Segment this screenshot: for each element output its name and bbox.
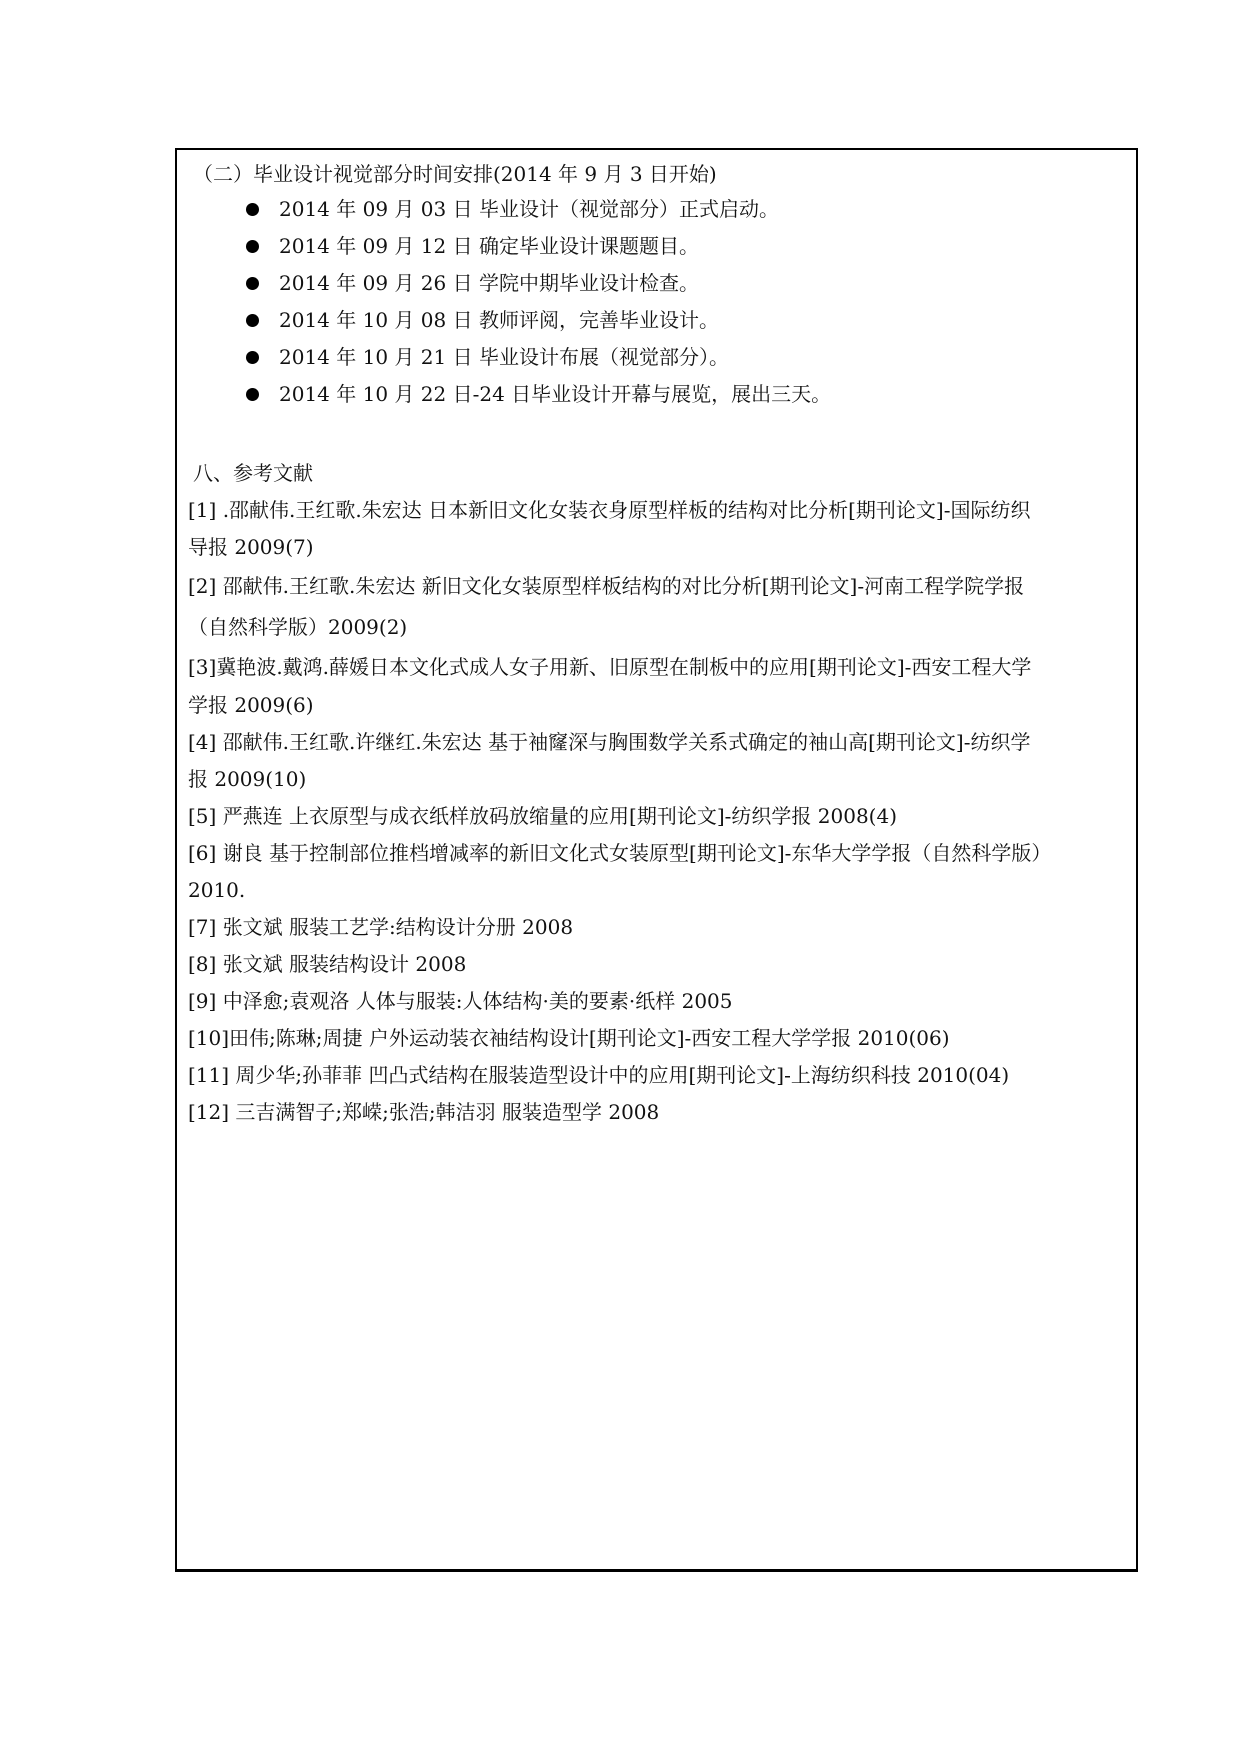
schedule-item-text: 2014 年 09 月 26 日 学院中期毕业设计检查。 [279, 271, 699, 295]
schedule-item-text: 2014 年 10 月 08 日 教师评阅，完善毕业设计。 [279, 308, 719, 332]
bullet-icon [246, 351, 259, 364]
schedule-title: （二）毕业设计视觉部分时间安排(2014 年 9 月 3 日开始) [193, 162, 717, 186]
reference-line: 2010. [188, 878, 246, 902]
reference-line: [4] 邵献伟.王红歌.许继红.朱宏达 基于袖窿深与胸围数学关系式确定的袖山高[期刊论文]-纺织学 [188, 730, 1031, 754]
reference-line: 报 2009(10) [188, 767, 307, 791]
reference-line: [1] .邵献伟.王红歌.朱宏达 日本新旧文化女装衣身原型样板的结构对比分析[期刊论文]-国际纺织 [188, 498, 1031, 522]
schedule-item-text: 2014 年 09 月 03 日 毕业设计（视觉部分）正式启动。 [279, 197, 779, 221]
reference-line: [12] 三吉满智子;郑嵘;张浩;韩洁羽 服装造型学 2008 [188, 1100, 660, 1124]
references-heading: 八、参考文献 [193, 461, 313, 485]
reference-line: [7] 张文斌 服装工艺学:结构设计分册 2008 [188, 915, 574, 939]
schedule-item-text: 2014 年 09 月 12 日 确定毕业设计课题题目。 [279, 234, 699, 258]
reference-line: [5] 严燕连 上衣原型与成衣纸样放码放缩量的应用[期刊论文]-纺织学报 2008(4) [188, 804, 897, 828]
bullet-icon [246, 240, 259, 253]
reference-line: （自然科学版）2009(2) [188, 615, 408, 639]
bullet-icon [246, 277, 259, 290]
reference-line: [2] 邵献伟.王红歌.朱宏达 新旧文化女装原型样板结构的对比分析[期刊论文]-河南工程学院学报 [188, 574, 1025, 598]
reference-line: [8] 张文斌 服装结构设计 2008 [188, 952, 467, 976]
bullet-icon [246, 203, 259, 216]
bullet-icon [246, 388, 259, 401]
schedule-item-text: 2014 年 10 月 21 日 毕业设计布展（视觉部分）。 [279, 345, 729, 369]
bullet-icon [246, 314, 259, 327]
reference-line: [3]冀艳波.戴鸿.薛媛日本文化式成人女子用新、旧原型在制板中的应用[期刊论文]-西安工程大学 [188, 655, 1032, 679]
reference-line: [11] 周少华;孙菲菲 凹凸式结构在服装造型设计中的应用[期刊论文]-上海纺织科技 2010(04) [188, 1063, 1010, 1087]
reference-line: 导报 2009(7) [188, 535, 314, 559]
schedule-item-text: 2014 年 10 月 22 日-24 日毕业设计开幕与展览，展出三天。 [279, 382, 832, 406]
reference-line: 学报 2009(6) [188, 693, 314, 717]
reference-line: [9] 中泽愈;袁观洛 人体与服装:人体结构·美的要素·纸样 2005 [188, 989, 733, 1013]
reference-line: [6] 谢良 基于控制部位推档增减率的新旧文化式女装原型[期刊论文]-东华大学学报（自然科学版） [188, 841, 1052, 865]
reference-line: [10]田伟;陈琳;周捷 户外运动装衣袖结构设计[期刊论文]-西安工程大学学报 2010(06) [188, 1026, 950, 1050]
